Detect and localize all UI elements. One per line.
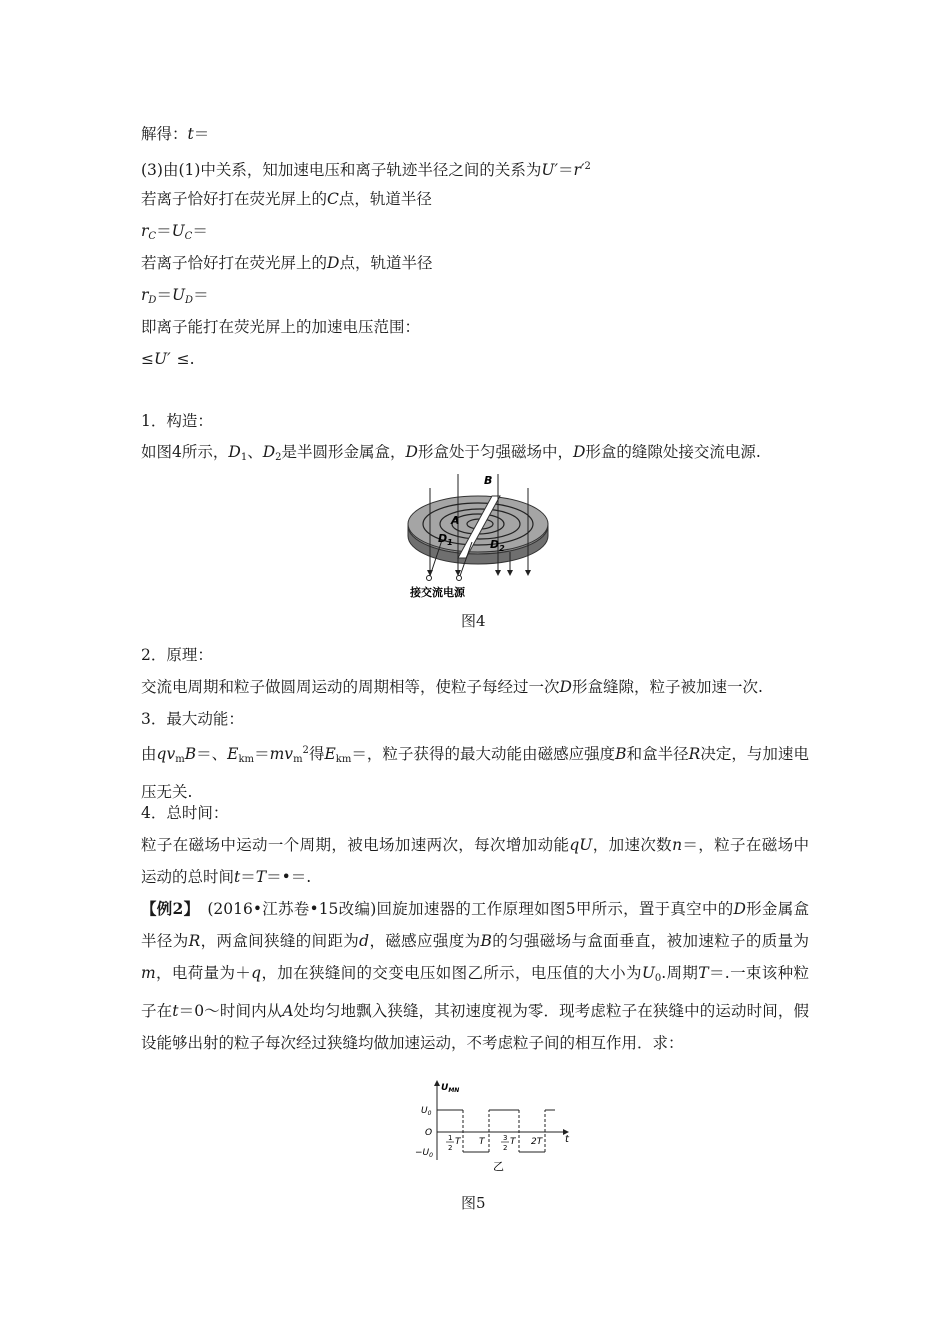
point-d: D (327, 254, 340, 272)
solution-line-5 (141, 253, 432, 273)
var-u-prime: U′ (541, 161, 559, 179)
solution-line-7 (141, 317, 420, 337)
section-1-body (141, 442, 761, 468)
section-2-heading (141, 645, 213, 665)
tick-3half-num: 3 (503, 1134, 508, 1142)
subscript: C (148, 231, 157, 242)
text: ，加在狭缝间的交变电压如图乙所示，电压值的大小为 (261, 964, 642, 982)
var-d: D (572, 443, 586, 461)
var-t: t (234, 868, 241, 886)
relation-text: (3)由(1)中关系，知加速电压和离子轨迹半径之间的关系为 (141, 161, 542, 179)
u0-label: $U_0$ (421, 1106, 432, 1117)
subscript: m (293, 754, 303, 765)
text: 得 (308, 745, 325, 763)
tick-2t: 2T (531, 1137, 543, 1147)
cyclotron-diagram (400, 470, 560, 600)
text: 若离子恰好打在荧光屏上的 (141, 190, 328, 208)
terminal (457, 576, 462, 581)
arrow-head (525, 570, 531, 576)
text: 是半圆形金属盒， (281, 443, 406, 461)
var-r-prime: r′ (573, 161, 585, 179)
var-d: D (228, 443, 241, 461)
figure-4-caption: 图4 (461, 612, 486, 630)
var-d: D (733, 900, 746, 918)
section-4-body (141, 829, 809, 893)
section-4-heading (141, 803, 228, 823)
var-m: m (269, 745, 285, 763)
subscript: D (185, 295, 194, 306)
text: ＝0～时间内从 (178, 1002, 283, 1020)
var-tt: T (698, 964, 709, 982)
var-b: B (480, 932, 492, 950)
text: 决定，与加速电压无关. (141, 745, 809, 801)
subscript: 2 (275, 452, 282, 463)
var-qu: qU (569, 836, 593, 854)
text: ＝•＝. (266, 868, 312, 886)
figure-5-caption: 图5 (461, 1194, 486, 1212)
solution-line-3 (141, 189, 432, 209)
subscript: D (148, 295, 157, 306)
text: 处均匀地飘入狭缝，其初速度视为零．现考虑粒子在狭缝中的运动时间，假设能够出射的粒子每次经过狭缝均做加速运动，不考虑粒子间的相互作用．求： (141, 1002, 809, 1052)
text: ＝ (240, 868, 256, 886)
tick-t: T (479, 1137, 485, 1147)
arrow-head (495, 570, 501, 576)
origin-label: O (425, 1128, 433, 1138)
equals: ＝ (193, 286, 209, 304)
solution-line-6 (141, 285, 209, 311)
subscript: km (238, 754, 255, 765)
equals: ＝ (558, 161, 574, 179)
tick-3half-t: T (510, 1137, 516, 1147)
text: 点，轨道半径 (338, 190, 432, 208)
text: 和盒半径 (626, 745, 689, 763)
text: ＝ (254, 745, 270, 763)
equals: ＝ (192, 222, 208, 240)
exponent: 2 (584, 161, 591, 172)
text: ，两盒间狭缝的间距为 (200, 932, 360, 950)
leq: ≤ (141, 350, 154, 368)
label-b: B (484, 474, 493, 487)
subscript: C (184, 231, 193, 242)
y-axis-arrow (434, 1080, 440, 1086)
axis-x-label: t (565, 1134, 569, 1145)
var-v: v (284, 745, 294, 763)
text: 粒子在磁场中运动一个周期，被电场加速两次，每次增加动能 (141, 836, 570, 854)
text: ，电荷量为＋ (155, 964, 252, 982)
var-n: n (672, 836, 683, 854)
var-t: t (187, 125, 194, 143)
var-e: E (227, 745, 239, 763)
var-m: m (141, 964, 156, 982)
label-a: A (451, 514, 460, 527)
text: 如图4所示， (141, 443, 229, 461)
var-b: B (184, 745, 197, 763)
text: ＝，粒子在磁场中运动的总时间 (141, 836, 809, 886)
var-r: r (141, 286, 149, 304)
equals: ＝ (156, 286, 172, 304)
text: ＝，粒子获得的最大动能由磁感应强度 (351, 745, 616, 763)
text: 、 (247, 443, 263, 461)
var-d: D (262, 443, 276, 461)
example-2 (141, 893, 809, 1059)
terminal (427, 576, 432, 581)
figure-sublabel: 乙 (493, 1160, 504, 1172)
text: 由 (141, 745, 157, 763)
solution-line-2 (141, 157, 591, 180)
text: ，磁感应强度为 (369, 932, 481, 950)
subscript: m (175, 754, 185, 765)
var-e: E (324, 745, 336, 763)
var-t: t (172, 1002, 179, 1020)
text: 交流电周期和粒子做圆周运动的周期相等，使粒子每经过一次 (141, 678, 560, 696)
var-u: U (641, 964, 655, 982)
point-c: C (327, 190, 339, 208)
var-a: A (282, 1002, 294, 1020)
text: 形盒处于匀强磁场中， (417, 443, 573, 461)
power-source-label: 接交流电源 (410, 586, 465, 599)
solve-label: 解得： (141, 125, 188, 143)
label-d2: $D_2$ (490, 538, 505, 553)
axis-y-label: $U_{MN}$ (441, 1083, 460, 1094)
text: 形盒缝隙，粒子被加速一次. (571, 678, 763, 696)
var-d: D (559, 678, 572, 696)
text: 即离子能打在荧光屏上的加速电压范围： (141, 318, 421, 336)
var-d: d (359, 932, 370, 950)
solution-line-8 (141, 349, 195, 369)
voltage-waveform (415, 1080, 575, 1172)
heading-text: 2．原理： (141, 646, 213, 664)
section-1-heading (141, 411, 213, 431)
var-u: U (171, 286, 186, 304)
equals: ＝ (193, 125, 210, 143)
example-tag: 【例2】 (141, 899, 192, 918)
tick-half-num: 1 (448, 1134, 453, 1142)
var-u-prime: U′ (154, 350, 171, 368)
text: 的匀强磁场与盒面垂直，被加速粒子的质量为 (491, 932, 809, 950)
var-tt: T (255, 868, 267, 886)
text: (2016•江苏卷•15改编)回旋加速器的工作原理如图5甲所示，置于真空中的 (191, 900, 734, 918)
equals: ＝ (156, 222, 172, 240)
leq: ≤. (176, 350, 195, 368)
var-b: B (615, 745, 627, 763)
var-v: v (166, 745, 176, 763)
var-u: U (171, 222, 185, 240)
heading-text: 1．构造： (141, 412, 213, 430)
exponent: 2 (302, 745, 309, 756)
solution-line-1 (141, 124, 209, 144)
subscript: km (335, 754, 352, 765)
section-2-body (141, 677, 763, 697)
heading-text: 3．最大动能： (141, 710, 244, 728)
var-r: r (141, 222, 149, 240)
subscript: 0 (654, 973, 662, 984)
var-d: D (405, 443, 418, 461)
section-3-body (141, 735, 809, 808)
var-r: R (188, 932, 201, 950)
var-q: q (156, 745, 167, 763)
text: ＝、 (196, 745, 228, 763)
text: .周期 (661, 964, 699, 982)
tick-3half-den: 2 (503, 1144, 508, 1152)
text: ，加速次数 (592, 836, 673, 854)
var-r: R (688, 745, 701, 763)
label-d1: $D_1$ (438, 532, 453, 547)
text: 若离子恰好打在荧光屏上的 (141, 254, 328, 272)
heading-text: 4．总时间： (141, 804, 229, 822)
arrow-head (507, 570, 513, 576)
section-3-heading (141, 709, 244, 729)
var-q: q (251, 964, 262, 982)
text: 形金属盒半径为 (141, 900, 809, 950)
tick-half-den: 2 (448, 1144, 453, 1152)
tick-half-t: T (455, 1137, 461, 1147)
neg-u0-label: $-U_0$ (415, 1148, 433, 1159)
subscript: 1 (240, 452, 248, 463)
text: 形盒的缝隙处接交流电源. (585, 443, 761, 461)
text: 点，轨道半径 (339, 254, 433, 272)
text: ＝.一束该种粒子在 (141, 964, 809, 1020)
solution-line-4 (141, 221, 208, 247)
